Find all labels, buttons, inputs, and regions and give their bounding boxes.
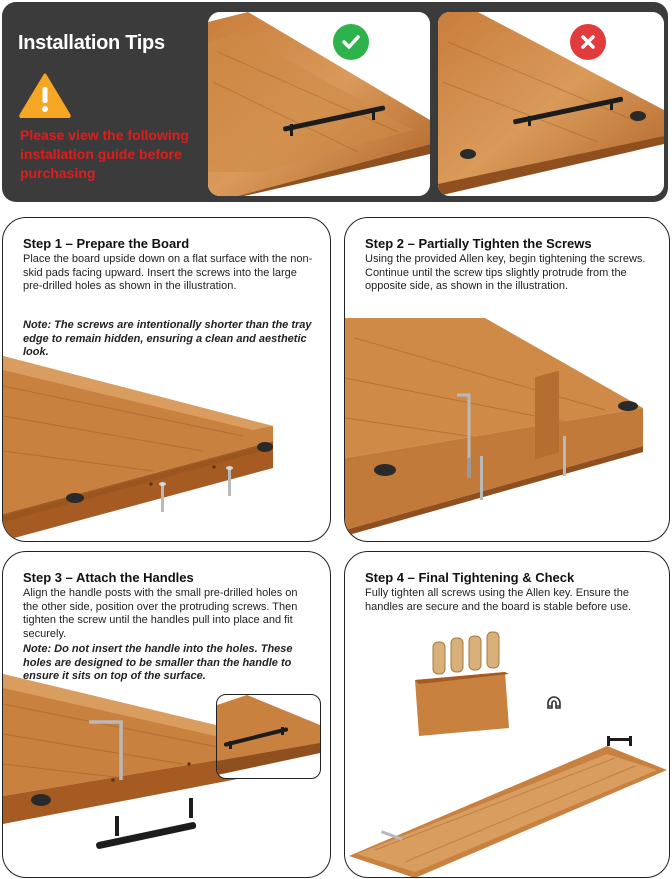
step-4-illustration [345, 628, 669, 877]
magnet-icon [545, 694, 563, 712]
step-1-body: Place the board upside down on a flat surface with the non-skid pads facing upward. Insert the screws into the large pre-drilled holes as shown in the illustration. [23, 253, 313, 292]
step-1-card [2, 217, 331, 542]
step-2-title: Step 2 – Partially Tighten the Screws [365, 236, 592, 251]
warning-triangle-icon [18, 72, 72, 118]
installation-tips-banner [2, 2, 668, 202]
step-3-inset-handle-detail [216, 694, 321, 779]
step-3-title: Step 3 – Attach the Handles [23, 570, 194, 585]
checkmark-icon [333, 24, 369, 60]
note-text: The screws are intentionally shorter than the tray edge to remain hidden, ensuring a clean and aesthetic look. [23, 319, 312, 358]
note-text: Do not insert the handle into the holes. These holes are designed to be smaller than the handle to ensure it sits on top of the surface. [23, 643, 293, 682]
correct-installation-photo [208, 12, 430, 196]
step-4-title: Step 4 – Final Tightening & Check [365, 570, 575, 585]
incorrect-installation-photo [438, 12, 664, 196]
step-4-body: Fully tighten all screws using the Allen key. Ensure the handles are secure and the board is stable before use. [365, 587, 632, 613]
note-label: Note: [23, 319, 52, 331]
x-mark-icon [570, 24, 606, 60]
step-2-illustration [345, 318, 669, 541]
step-1-note [23, 319, 313, 360]
step-1-illustration [3, 356, 330, 541]
step-2-card [344, 217, 670, 542]
step-3-card [2, 551, 331, 878]
step-2-body: Using the provided Allen key, begin tightening the screws. Continue until the screw tips slightly protrude from the opposite side, as shown in the illustration. [365, 253, 646, 292]
step-3-body: Align the handle posts with the small pre-drilled holes on the other side, position over the protruding screws. Then tighten the screw until the handles pull into place and fit securely. [23, 587, 298, 640]
step-4-card [344, 551, 670, 878]
warning-text: Please view the following installation guide before purchasing [20, 127, 189, 181]
step-1-title: Step 1 – Prepare the Board [23, 236, 190, 251]
banner-title: Installation Tips [18, 32, 165, 54]
note-label: Note: [23, 643, 52, 655]
